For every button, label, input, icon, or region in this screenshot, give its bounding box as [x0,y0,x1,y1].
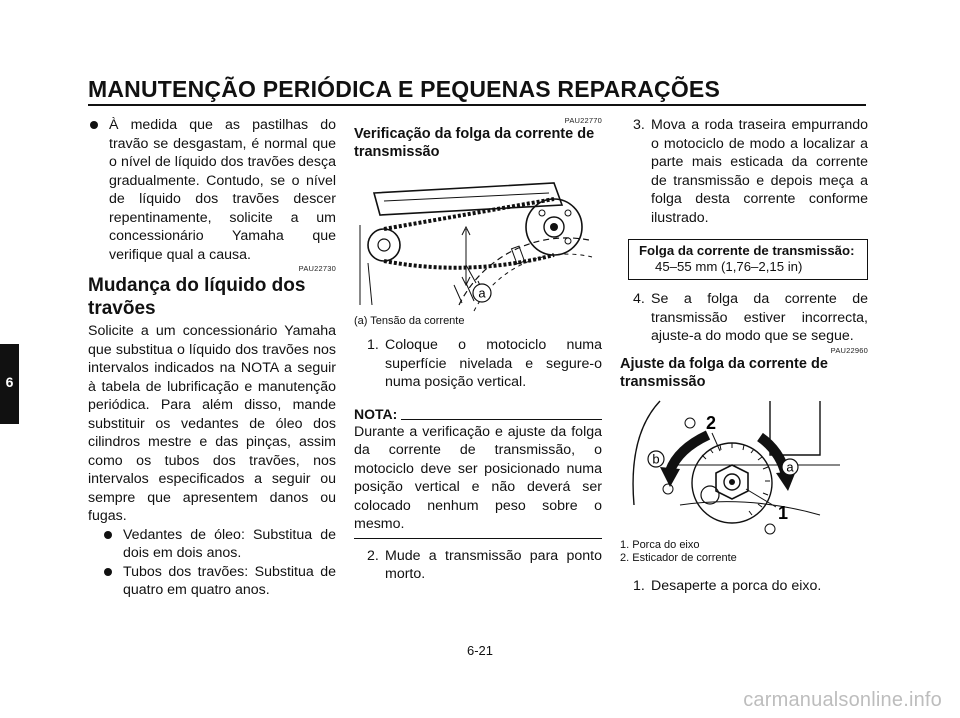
bullet-icon [104,568,112,576]
section-heading-chain-adjust: Ajuste da folga da corrente de transmissão [620,355,828,390]
step-text: Coloque o motociclo numa superfície nivelada e segure-o numa posição vertical. [385,337,602,390]
spec-label: Folga da corrente de transmissão: [639,243,855,258]
step-text: Desaperte a porca do eixo. [651,577,822,594]
figure-label-1: 1 [778,502,789,523]
section-code: PAU22730 [298,264,336,273]
section-code: PAU22960 [830,345,868,355]
figure-letter-b: b [652,451,660,466]
step-4 [620,290,868,346]
figure-caption: (a) Tensão da corrente [354,315,465,327]
section-heading-chain-slack: Verificação da folga da corrente de transmissão [354,126,595,160]
step-2 [354,547,602,584]
paragraph-brake-fluid: Solicite a um concessionário Yamaha que substitua o líquido dos travões nos intervalos indicados na NOTA a seguir à tabela de lubrificação e manutenção periódica. Para além disso, mande substituir os vedantes de óleo dos cilindros mestre e das pinças, assim como os tubos dos travões, nos intervalos especificados a seguir ou sempre que apresentem danos ou fugas. [88,323,336,524]
sub-bullet-oil-seals [102,526,336,563]
bullet-icon [90,121,98,129]
bullet-brake-pads [88,116,336,264]
bullet-icon [104,531,112,539]
step-number: 1. [633,577,645,594]
title-rule [88,104,866,106]
figure-letter-a: a [786,459,794,474]
step-3 [620,116,868,227]
page-title: MANUTENÇÃO PERIÓDICA E PEQUENAS REPARAÇÕES [88,76,721,102]
step-number: 4. [633,291,645,307]
column-middle [354,116,602,584]
column-left [88,116,336,600]
chain-slack-illustration [354,165,602,313]
note-rule [401,419,602,420]
step-number: 1. [367,337,379,353]
bullet-text: Vedantes de óleo: Substitua de dois em dois anos. [123,526,336,561]
step-text: Mude a transmissão para ponto morto. [385,547,602,582]
note-end-rule [354,538,602,539]
figure-label-2: 2 [706,412,717,433]
step-text: Se a folga da corrente de transmissão estiver incorrecta, ajuste-a do modo que se segue. [651,291,868,344]
bullet-text: À medida que as pastilhas do travão se desgastam, é normal que o nível de líquido dos travões desça gradualmente. Contudo, se o nível de líquido dos travões descer repentinamente, solicite a um concessionário Yamaha que verifique qual a causa. [109,117,336,263]
watermark: carmanualsonline.info [743,689,942,711]
column-right [620,116,868,595]
figure-caption-2: 2. Esticador de corrente [620,551,737,564]
bullet-text: Tubos dos travões: Substitua de quatro em quatro anos. [123,563,336,598]
sub-bullet-brake-hoses [102,563,336,600]
spec-value: 45–55 mm (1,76–2,15 in) [655,259,803,274]
step-number: 3. [633,117,645,133]
page-number: 6-21 [466,643,494,658]
note-header [354,406,602,423]
note-label: NOTA: [354,405,398,422]
step-1 [354,336,602,392]
figure-letter-a: a [478,285,486,301]
section-heading-brake-fluid: Mudança do líquido dos travões [88,275,306,319]
note-text: Durante a verificação e ajuste da folga da corrente de transmissão, o motociclo deve ser posicionado numa posição vertical e não deverá ser colocado nenhum peso sobre o mesmo. [354,423,602,532]
chain-adjust-illustration [620,395,868,537]
spec-box [628,239,868,280]
section-code: PAU22770 [564,116,602,125]
step-number: 2. [367,547,379,564]
chapter-number: 6 [5,374,14,390]
adjust-step-1 [620,577,868,596]
step-text: Mova a roda traseira empurrando o motociclo de modo a localizar a parte mais esticada da corrente de transmissão e depois meça a folga desta corrente conforme ilustrado. [651,117,868,226]
figure-caption-1: 1. Porca do eixo [620,538,700,551]
